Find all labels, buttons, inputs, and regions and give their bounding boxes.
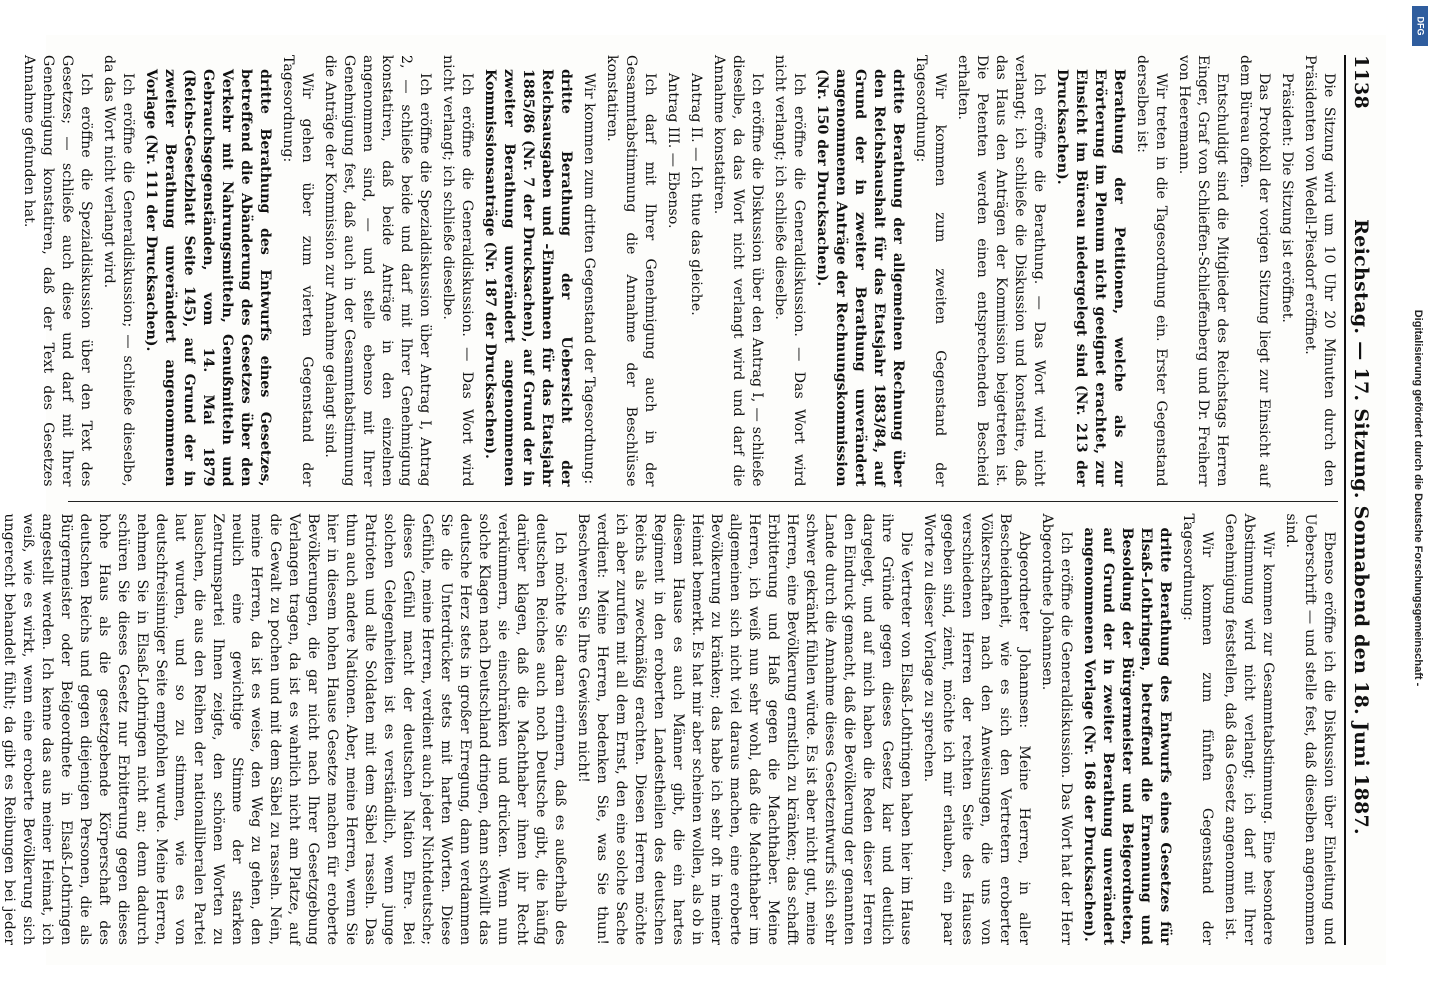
rotated-page [1,35,1386,965]
paragraph: Ich eröffne die Berathung. — Das Wort wird nicht verlangt; ich schließe die Diskussion und konstatire, daß das Haus den Anträgen der Kommission beigetreten ist. Die Petenten werden einen entsprechenden Bescheid erhalten. [955,55,1047,487]
paragraph: Wir gehen über zum vierten Gegenstand der Tagesordnung: [280,55,315,487]
column-left [21,55,1338,487]
paragraph: dritte Berathung des Entwurfs eines Gesetzes, betreffend die Abänderung des Gesetzes über den Verkehr mit Nahrungsmitteln, Genußmitteln und Gebrauchsgegenständen, vom 14. Mai 1879 (Reichs-Gesetzblatt Seite 145), auf Grund der in zweiter Berathung unverändert angenommenen Vorlage (Nr. 111 der Drucksachen). [143,69,273,487]
paragraph: dritte Berathung der allgemeinen Rechnung über den Reichshaushalt für das Etatsjahr 1883/84, auf Grund der in zweiter Berathung unverändert angenommenen Anträge der Rechnungskommission (Nr. 150 der Drucksachen). [814,69,906,487]
paragraph: Berathung der Petitionen, welche als zur Erörterung im Plenum nicht geeignet erachtet, zur Einsicht im Büreau niedergelegt sind (Nr. 213 der Drucksachen). [1054,69,1127,487]
paragraph: Ebenso eröffne ich die Diskussion über Einleitung und Ueberschrift — und stelle fest, daß dieselben angenommen sind. [1283,513,1337,945]
paragraph: Ich eröffne die Diskussion über den Antrag I, — schließe dieselbe, da das Wort nicht verlangt wird und darf die Annahme konstatiren. [711,55,765,487]
paragraph: Wir kommen zur Gesammtabstimmung. Eine besondere Abstimmung wird nicht verlangt; ich darf mit Ihrer Genehmigung feststellen, daß das Gesetz angenommen ist. [1222,513,1276,945]
credit-text: Digitalisierung gefördert durch die Deutsche Forschungsgemeinschaft - [1412,309,1424,687]
dfg-logo-icon [1412,6,1428,46]
paragraph: Wir kommen zum fünften Gegenstand der Tagesordnung: [1180,513,1215,945]
paragraph: Entschuldigt sind die Mitglieder des Reichstags Herren Einger, Graf von Schlieffen-Schlieffenberg und Dr. Freiherr von Heeremann. [1176,55,1230,487]
paragraph: Ich eröffne die Generaldiskussion. Das Wort hat der Herr Abgeordnete Johannsen. [1039,513,1074,945]
paragraph: Wir treten in die Tagesordnung ein. Erster Gegenstand derselben ist: [1134,55,1169,487]
paragraph: Ich eröffne die Spezialdiskussion über Antrag I, Antrag 2, — schließe beide und darf mit Ihrer Genehmigung konstatiren, daß beide Anträge in den einzelnen angenommen sind, — und stelle ebenso mit Ihrer Genehmigung fest, daß auch in der Gesammtabstimmung die Anträge der Kommission zur Annahme gelangt sind. [322,55,433,487]
paragraph: Ich darf mit Ihrer Genehmigung auch in der Gesammtabstimmung die Annahme der Beschlüsse konstatiren. [604,55,658,487]
paragraph: Abgeordneter Johannsen: Meine Herren, in aller Bescheidenheit, wie es sich den Vertretern eroberter Völkerschaften nach den Anweisungen, die uns von verschiedenen Herren der rechten Seite des Hauses gegeben sind, ziemt, möchte ich mir erlauben, ein paar Worte zu dieser Vorlage zu sprechen. [921,513,1032,945]
paragraph: Präsident: Die Sitzung ist eröffnet. [1279,73,1295,323]
text-columns [1,55,1338,945]
column-right [1,501,1338,946]
paragraph: Wir kommen zum dritten Gegenstand der Tagesordnung: [581,73,597,485]
paragraph: Die Vertreter von Elsaß-Lothringen haben hier im Hause ihre Gründe gegen dieses Gesetz klar und deutlich dargelegt, und auf mich haben die Reden dieser Herren den Eindruck gemacht, daß die Bevölkerung der genannten Lande durch die Annahme dieses Gesetzentwurfs sich sehr schwer gekränkt fühlen würde. Es ist aber nicht gut, meine Herren, eine Bevölkerung ernstlich zu kränken; das schafft Erbitterung und Haß gegen die Machthaber. Meine Herren, ich weiß nun sehr wohl, daß die Machthaber im allgemeinen sich nicht viel daraus machen, eine eroberte Bevölkerung zu kränken; das habe ich sehr oft in meiner Heimat bemerkt. Es hat mir aber scheinen wollen, als ob in diesem Hause es auch Männer gibt, die ein hartes Regiment in den eroberten Landestheilen des deutschen Reichs als zweckmäßig erachten. Diesen Herren möchte ich aber zurufen mit all dem Ernst, den eine solche Sache verdient: Meine Herren, bedenken Sie, was Sie thun! Beschweren Sie Ihre Gewissen nicht! [575,513,914,945]
paragraph: Antrag III. — Ebenso. [665,73,681,229]
page-title: Reichstag. — 17. Sitzung. Sonnabend den 18. Juni 1887. [1350,219,1372,835]
page-header [1344,55,1372,945]
paragraph: dritte Berathung der Uebersicht der Reichsausgaben und -Einnahmen für das Etatsjahr 1885/86 (Nr. 7 der Drucksachen), auf Grund der in zweiter Berathung unverändert angenommenen Kommissionsanträge (Nr. 187 der Drucksachen). [482,69,574,487]
paragraph: Ich eröffne die Generaldiskussion; — schließe dieselbe, da das Wort nicht verlangt wird. [101,55,136,487]
paragraph: Ich eröffne die Generaldiskussion. — Das Wort wird nicht verlangt; ich schließe dieselbe. [440,55,475,487]
paragraph: dritte Berathung des Entwurfs eines Gesetzes für Elsaß-Lothringen, betreffend die Ernennung und Besoldung der Bürgermeister und Beigeordneten, auf Grund der in zweiter Berathung unverändert angenommenen Vorlage (Nr. 168 der Drucksachen). [1081,527,1173,945]
paragraph: Das Protokoll der vorigen Sitzung liegt zur Einsicht auf dem Büreau offen. [1237,55,1272,487]
paragraph: Wir kommen zum zweiten Gegenstand der Tagesordnung: [913,55,948,487]
page-number: 1138 [1350,55,1372,110]
paragraph: Ich möchte Sie daran erinnern, daß es außerhalb des deutschen Reiches auch noch Deutsche gibt, die häufig darüber klagen, daß die Machthaber ihnen ihr Recht verkümmern, sie einschränken und drücken. Wenn nun solche Klagen nach Deutschland dringen, dann schwillt das deutsche Herz stets in großer Erregung, dann verdammen Sie die Unterdrücker stets mit harten Worten. Diese Gefühle, meine Herren, verdient auch jeder Nichtdeutsche; dieses Gefühl macht der deutschen Nation Ehre. Bei solchen Gelegenheiten ist es verständlich, wenn junge Patrioten und alte Soldaten mit dem Säbel rasseln. Das thun auch andere Nationen. Aber, meine Herren, wenn Sie hier in diesem hohen Hause Gesetze machen für eroberte Bevölkerungen, die gar nicht nach Ihrer Gesetzgebung Verlangen tragen, da ist es wahrlich nicht am Platze, auf die Gewalt zu pochen und mit dem Säbel zu rasseln. Nein, meine Herren, da ist es weise, den Weg zu gehen, den neulich eine gewichtige Stimme der starken Zentrumspartei Ihnen zeigte, den schönen Worten zu lauschen, die aus den Reihen der nationalliberalen Partei laut wurden, und so zu stimmen, wie es von deutschfreisinniger Seite empfohlen wurde. Meine Herren, nehmen Sie in Elsaß-Lothringen nicht an; denn dadurch schüren Sie dieses Gesetz nur Erbitterung gegen dieses hohe Haus als die gesetzgebende Körperschaft des deutschen Reichs und gegen diejenigen Personen, die als Bürgermeister oder Beigeordnete in Elsaß-Lothringen angestellt werden. Ich kenne das aus meiner Heimat, ich weiß, wie es wirkt, wenn eine eroberte Bevölkerung sich ungerecht behandelt fühlt; da gibt es Reibungen bei jeder [1,513,568,945]
paragraph: Die Sitzung wird um 10 Uhr 20 Minuten durch den Präsidenten von Wedell-Piesdorf eröffnet. [1302,55,1337,487]
dfg-logo-text: DFG [1415,16,1425,36]
paragraph: Ich eröffne die Spezialdiskussion über den Text des Gesetzes; — schließe auch diese und darf mit Ihrer Genehmigung konstatiren, daß der Text des Gesetzes Annahme gefunden hat. [21,55,94,487]
paragraph: Antrag II. — Ich thue das gleiche. [688,73,704,316]
paragraph: Ich eröffne die Generaldiskussion. — Das Wort wird nicht verlangt; ich schließe dieselbe. [772,55,807,487]
dfg-credit [1408,8,1428,988]
